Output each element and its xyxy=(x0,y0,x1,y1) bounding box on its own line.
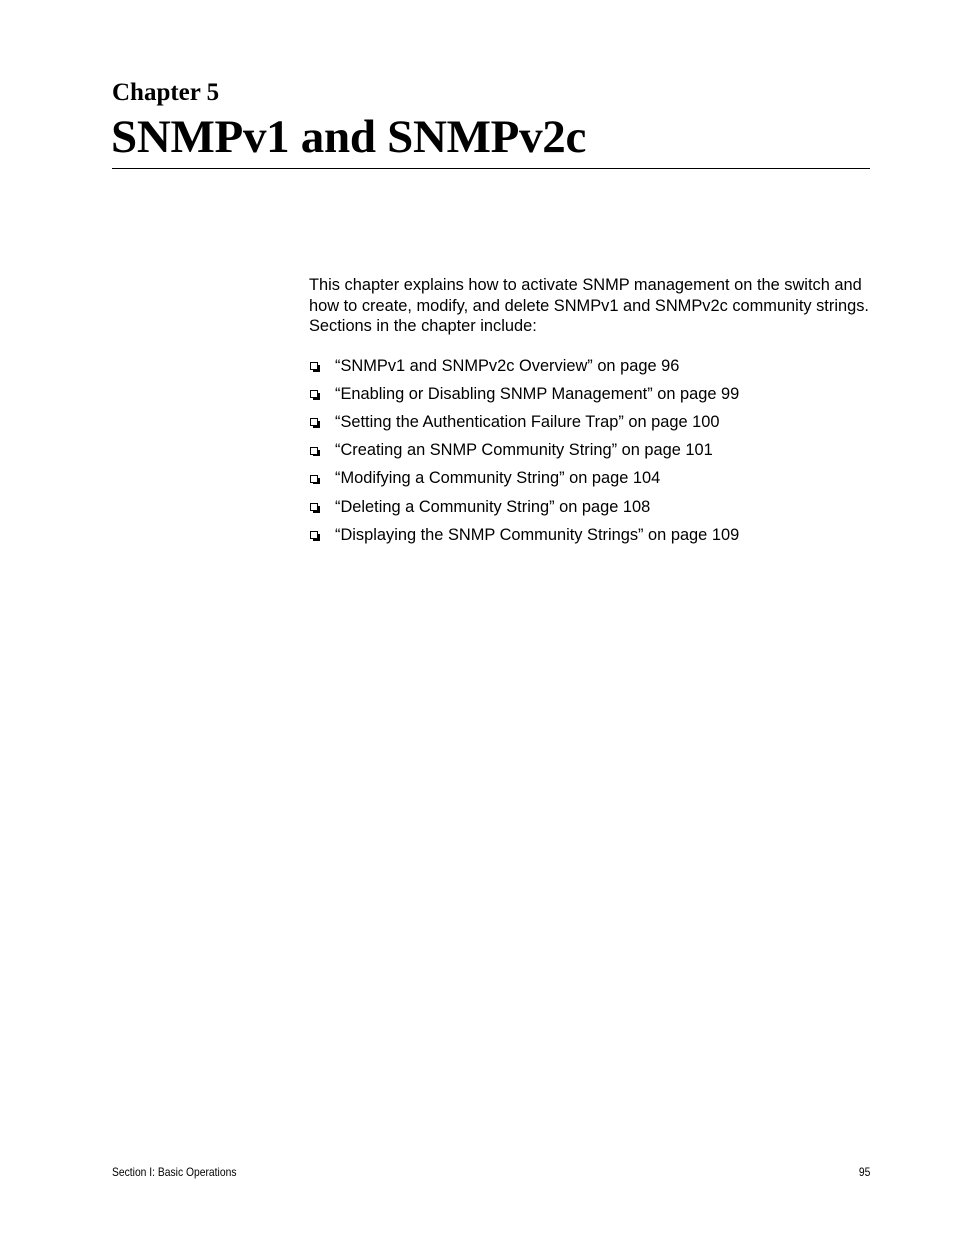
section-link[interactable]: “Modifying a Community String” on page 104 xyxy=(335,469,661,488)
list-item xyxy=(309,408,869,436)
section-link[interactable]: “Deleting a Community String” on page 108 xyxy=(335,497,651,516)
list-item xyxy=(309,437,869,465)
list-item xyxy=(309,465,869,493)
list-item xyxy=(309,493,869,521)
bullet-icon xyxy=(310,531,318,539)
footer-section-name: Section I: Basic Operations xyxy=(112,1165,237,1179)
chapter-title: SNMPv1 and SNMPv2c xyxy=(111,111,587,163)
chapter-label: Chapter 5 xyxy=(112,79,220,106)
section-link[interactable]: “SNMPv1 and SNMPv2c Overview” on page 96 xyxy=(335,356,680,375)
list-item xyxy=(309,352,869,380)
title-divider xyxy=(112,168,870,169)
bullet-icon xyxy=(310,447,318,455)
section-list xyxy=(309,352,869,549)
section-link[interactable]: “Setting the Authentication Failure Trap” on page 100 xyxy=(335,412,720,431)
list-item xyxy=(309,380,869,408)
bullet-icon xyxy=(310,503,318,511)
bullet-icon xyxy=(310,418,318,426)
intro-paragraph: This chapter explains how to activate SNMP management on the switch and how to create, modify, and delete SNMPv1 and SNMPv2c community strings. Sections in the chapter include: xyxy=(309,276,869,335)
section-link[interactable]: “Displaying the SNMP Community Strings” on page 109 xyxy=(335,525,740,544)
bullet-icon xyxy=(310,475,318,483)
bullet-icon xyxy=(310,390,318,398)
bullet-icon xyxy=(310,362,318,370)
footer-page-number: 95 xyxy=(858,1165,870,1179)
section-link[interactable]: “Creating an SNMP Community String” on page 101 xyxy=(335,441,713,460)
list-item xyxy=(309,521,869,549)
section-link[interactable]: “Enabling or Disabling SNMP Management” on page 99 xyxy=(335,384,740,403)
